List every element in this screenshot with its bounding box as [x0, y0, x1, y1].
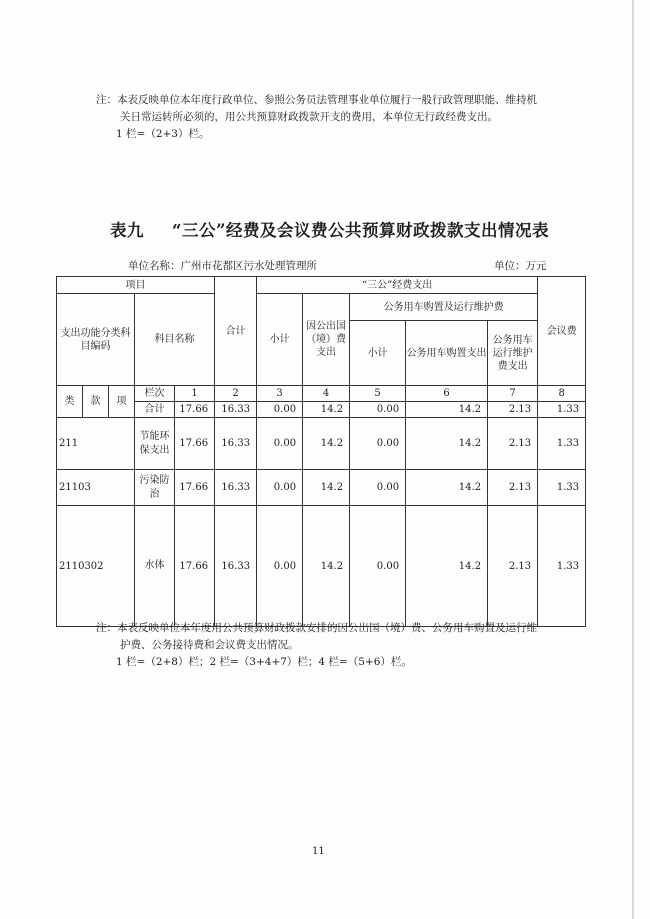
row-cell: 17.66	[175, 418, 215, 470]
page-number: 11	[312, 846, 325, 857]
header-subject-name: 科目名称	[135, 294, 215, 386]
table-row	[57, 418, 586, 470]
row-cell: 2.13	[488, 470, 538, 506]
header-vehicle-purchase: 公务用车购置支出	[406, 321, 488, 386]
table-row	[57, 470, 586, 506]
col-num-6: 6	[406, 386, 488, 402]
row-cell: 17.66	[175, 506, 215, 627]
row-name: 水体	[135, 506, 175, 627]
row-cell: 0.00	[350, 418, 406, 470]
row-cell: 14.2	[303, 470, 350, 506]
row-cell: 16.33	[215, 470, 257, 506]
page-edge	[632, 0, 634, 919]
col-num-7: 7	[488, 386, 538, 402]
row-cell: 1.33	[538, 470, 586, 506]
row-cell: 16.33	[215, 418, 257, 470]
table-number: 表九	[110, 221, 144, 240]
row-cell: 16.33	[215, 506, 257, 627]
bottom-note	[96, 620, 616, 671]
table-title	[110, 217, 549, 241]
column-number-row	[57, 386, 586, 402]
currency-unit: 单位：万元	[494, 260, 547, 272]
header-kuan: 款	[83, 386, 109, 418]
col-num-2: 2	[215, 386, 257, 402]
top-note-line-1: 注：本表反映单位本年度行政单位、参照公务员法管理事业单位履行一般行政管理职能、维持机	[96, 94, 537, 106]
row-cell: 0.00	[257, 506, 303, 627]
col-num-3: 3	[257, 386, 303, 402]
row-code: 211	[57, 418, 135, 470]
row-code: 21103	[57, 470, 135, 506]
row-cell: 0.00	[257, 418, 303, 470]
row-cell: 0.00	[257, 470, 303, 506]
header-vehicle-group: 公务用车购置及运行维护费	[350, 294, 538, 321]
col-num-4: 4	[303, 386, 350, 402]
total-cell: 0.00	[350, 402, 406, 418]
col-num-8: 8	[538, 386, 586, 402]
table-title-text: “三公”经费及会议费公共预算财政拨款支出情况表	[172, 221, 549, 240]
header-func-code: 支出功能分类科目编码	[57, 294, 135, 386]
top-note	[96, 92, 616, 143]
row-cell: 17.66	[175, 470, 215, 506]
total-cell: 1.33	[538, 402, 586, 418]
header-vehicle-run: 公务用车运行维护费支出	[488, 321, 538, 386]
header-sangong: “三公”经费支出	[257, 277, 538, 294]
bottom-note-line-3: 1 栏=（2+8）栏；2 栏=（3+4+7）栏；4 栏=（5+6）栏。	[116, 656, 412, 668]
header-item: 项目	[57, 277, 215, 294]
row-cell: 2.13	[488, 418, 538, 470]
total-cell: 16.33	[215, 402, 257, 418]
row-cell: 14.2	[406, 470, 488, 506]
total-cell: 17.66	[175, 402, 215, 418]
row-cell: 14.2	[303, 506, 350, 627]
total-cell: 14.2	[406, 402, 488, 418]
col-num-1: 1	[175, 386, 215, 402]
bottom-note-line-1: 注：本表反映单位本年度用公共预算财政拨款安排的因公出国（境）费、公务用车购置及运行维	[96, 622, 537, 634]
top-note-line-2: 关日常运转所必须的，用公共预算财政拨款开支的费用，本单位无行政经费支出。	[120, 111, 498, 123]
header-abroad: 因公出国（境）费支出	[303, 294, 350, 386]
header-subtotal: 小计	[257, 294, 303, 386]
total-cell: 0.00	[257, 402, 303, 418]
row-cell: 14.2	[406, 506, 488, 627]
row-cell: 14.2	[406, 418, 488, 470]
row-cell: 0.00	[350, 470, 406, 506]
row-cell: 0.00	[350, 506, 406, 627]
total-row-label: 合计	[135, 402, 175, 418]
unit-name: 单位名称：广州市花都区污水处理管理所	[128, 260, 317, 272]
row-code: 2110302	[57, 506, 135, 627]
total-cell: 2.13	[488, 402, 538, 418]
header-xiang: 项	[109, 386, 135, 418]
table-row	[57, 506, 586, 627]
header-vehicle-subtotal: 小计	[350, 321, 406, 386]
header-row-2	[57, 294, 586, 321]
row-name: 污染防治	[135, 470, 175, 506]
header-total: 合计	[215, 277, 257, 386]
header-lei: 类	[57, 386, 83, 418]
header-meeting: 会议费	[538, 277, 586, 386]
total-cell: 14.2	[303, 402, 350, 418]
row-cell: 1.33	[538, 418, 586, 470]
col-num-5: 5	[350, 386, 406, 402]
row-cell: 2.13	[488, 506, 538, 627]
expense-table	[56, 276, 586, 627]
total-row	[57, 402, 586, 418]
row-cell: 1.33	[538, 506, 586, 627]
header-col-label: 栏次	[135, 386, 175, 402]
top-note-line-3: 1 栏=（2+3）栏。	[116, 128, 210, 140]
bottom-note-line-2: 护费、公务接待费和会议费支出情况。	[120, 639, 299, 651]
row-cell: 14.2	[303, 418, 350, 470]
row-name: 节能环保支出	[135, 418, 175, 470]
header-row-1	[57, 277, 586, 294]
